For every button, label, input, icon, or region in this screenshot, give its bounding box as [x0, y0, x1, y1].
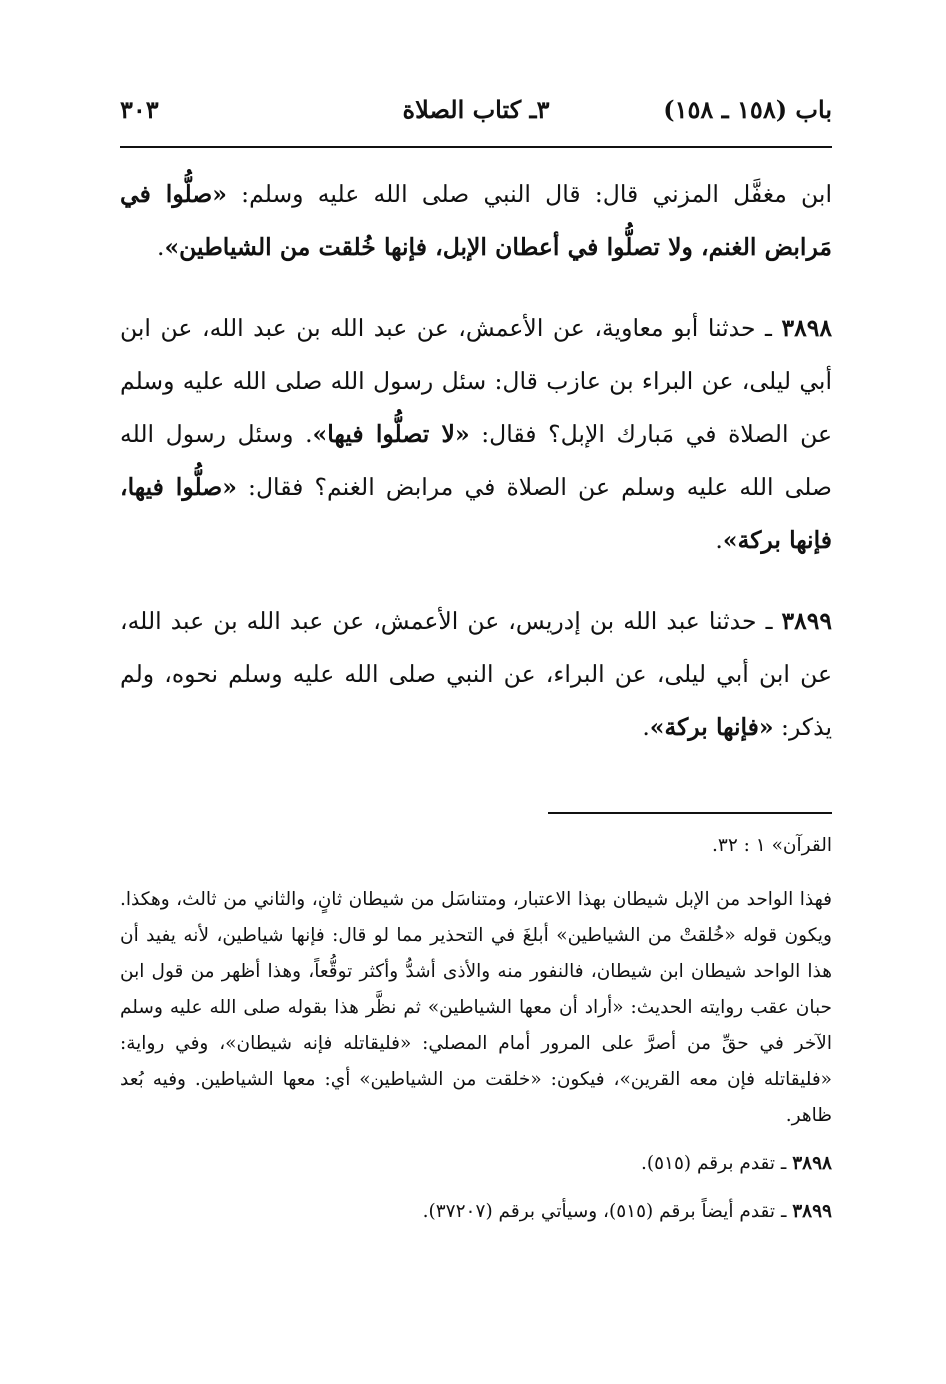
footnote-number: ٣٨٩٨ [792, 1153, 832, 1174]
footnote-continuation: القرآن» ١ : ٣٢. [712, 835, 832, 856]
footnote-commentary: فهذا الواحد من الإبل شيطان بهذا الاعتبار، ومتناسَل من شيطان ثانٍ، والثاني من ثالث، وهكذا. ويكون قوله «خُلقتْ من الشياطين» أبلغَ في التحذير مما لو قال: فإنها شياطين، لأنه يفيد أن هذا الواحد شيطان ابن شيطان، فالنفور منه والأذى أشدُّ وأكثر توقُّعاً، وهذا أظهر من قول ابن حبان عقب روايته الحديث: «أراد أن معها الشياطين» ثم نظَّر هذا بقوله صلى الله عليه وسلم الآخر في حقِّ من أصرَّ على المرور أمام المصلي: «فليقاتله فإنه شيطان»، وفي رواية: «فليقاتله فإن معه القرين»، فيكون: «خلقت من الشياطين» أي: معها الشياطين. وفيه بُعد ظاهر. [120, 889, 832, 1126]
footnotes [120, 828, 832, 1230]
footnote-rule [548, 812, 832, 814]
narration-text: ـ حدثنا عبد الله بن إدريس، عن الأعمش، عن عبد الله بن عبد الله، عن ابن أبي ليلى، عن البراء، عن النبي صلى الله عليه وسلم نحوه، ولم يذكر: [120, 607, 832, 741]
page-number: ٣٠٣ [120, 95, 159, 124]
main-text [120, 168, 832, 754]
prophetic-quote: «صلُّوا في مَرابض الغنم، ولا تصلُّوا في أعطان الإبل، فإنها خُلقت من الشياطين» [120, 180, 832, 261]
narration-text: ـ حدثنا أبو معاوية، عن الأعمش، عن عبد الله بن عبد الله، عن ابن أبي ليلى، عن البراء بن عازب قال: سئل رسول الله صلى الله عليه وسلم عن الصلاة في مَبارك الإبل؟ فقال: [120, 314, 832, 448]
punctuation: . [715, 526, 723, 554]
narration-text: . وسئل رسول الله صلى الله عليه وسلم عن الصلاة في مرابض الغنم؟ فقال: [120, 420, 832, 501]
hadith-number: ٣٨٩٨ [781, 314, 832, 342]
hadith-3898 [120, 302, 832, 567]
prophetic-quote: «لا تصلُّوا فيها» [312, 420, 470, 448]
footnote-text: ـ تقدم أيضاً برقم (٥١٥)، وسيأتي برقم (٣٧٢٠٧). [422, 1201, 793, 1222]
prophetic-quote: «فإنها بركة» [649, 713, 774, 741]
hadith-continuation [120, 168, 832, 274]
running-header [120, 90, 832, 136]
punctuation: . [642, 713, 650, 741]
hadith-3899 [120, 595, 832, 754]
punctuation: . [156, 233, 165, 261]
hadith-number: ٣٨٩٩ [781, 607, 832, 635]
prophetic-quote: «صلُّوا فيها، فإنها بركة» [120, 473, 832, 554]
footnote-3898 [120, 1146, 832, 1182]
footnote-number: ٣٨٩٩ [792, 1201, 832, 1222]
narration-text: ابن مغفَّل المزني قال: قال النبي صلى الله عليه وسلم: [226, 180, 832, 208]
header-rule [120, 146, 832, 148]
footnote-3899 [120, 1194, 832, 1230]
chapter-heading: باب (١٥٨ ـ ١٥٨) [663, 95, 832, 124]
footnote-text: ـ تقدم برقم (٥١٥). [640, 1153, 793, 1174]
book-title: ٣ـ كتاب الصلاة [402, 95, 550, 124]
